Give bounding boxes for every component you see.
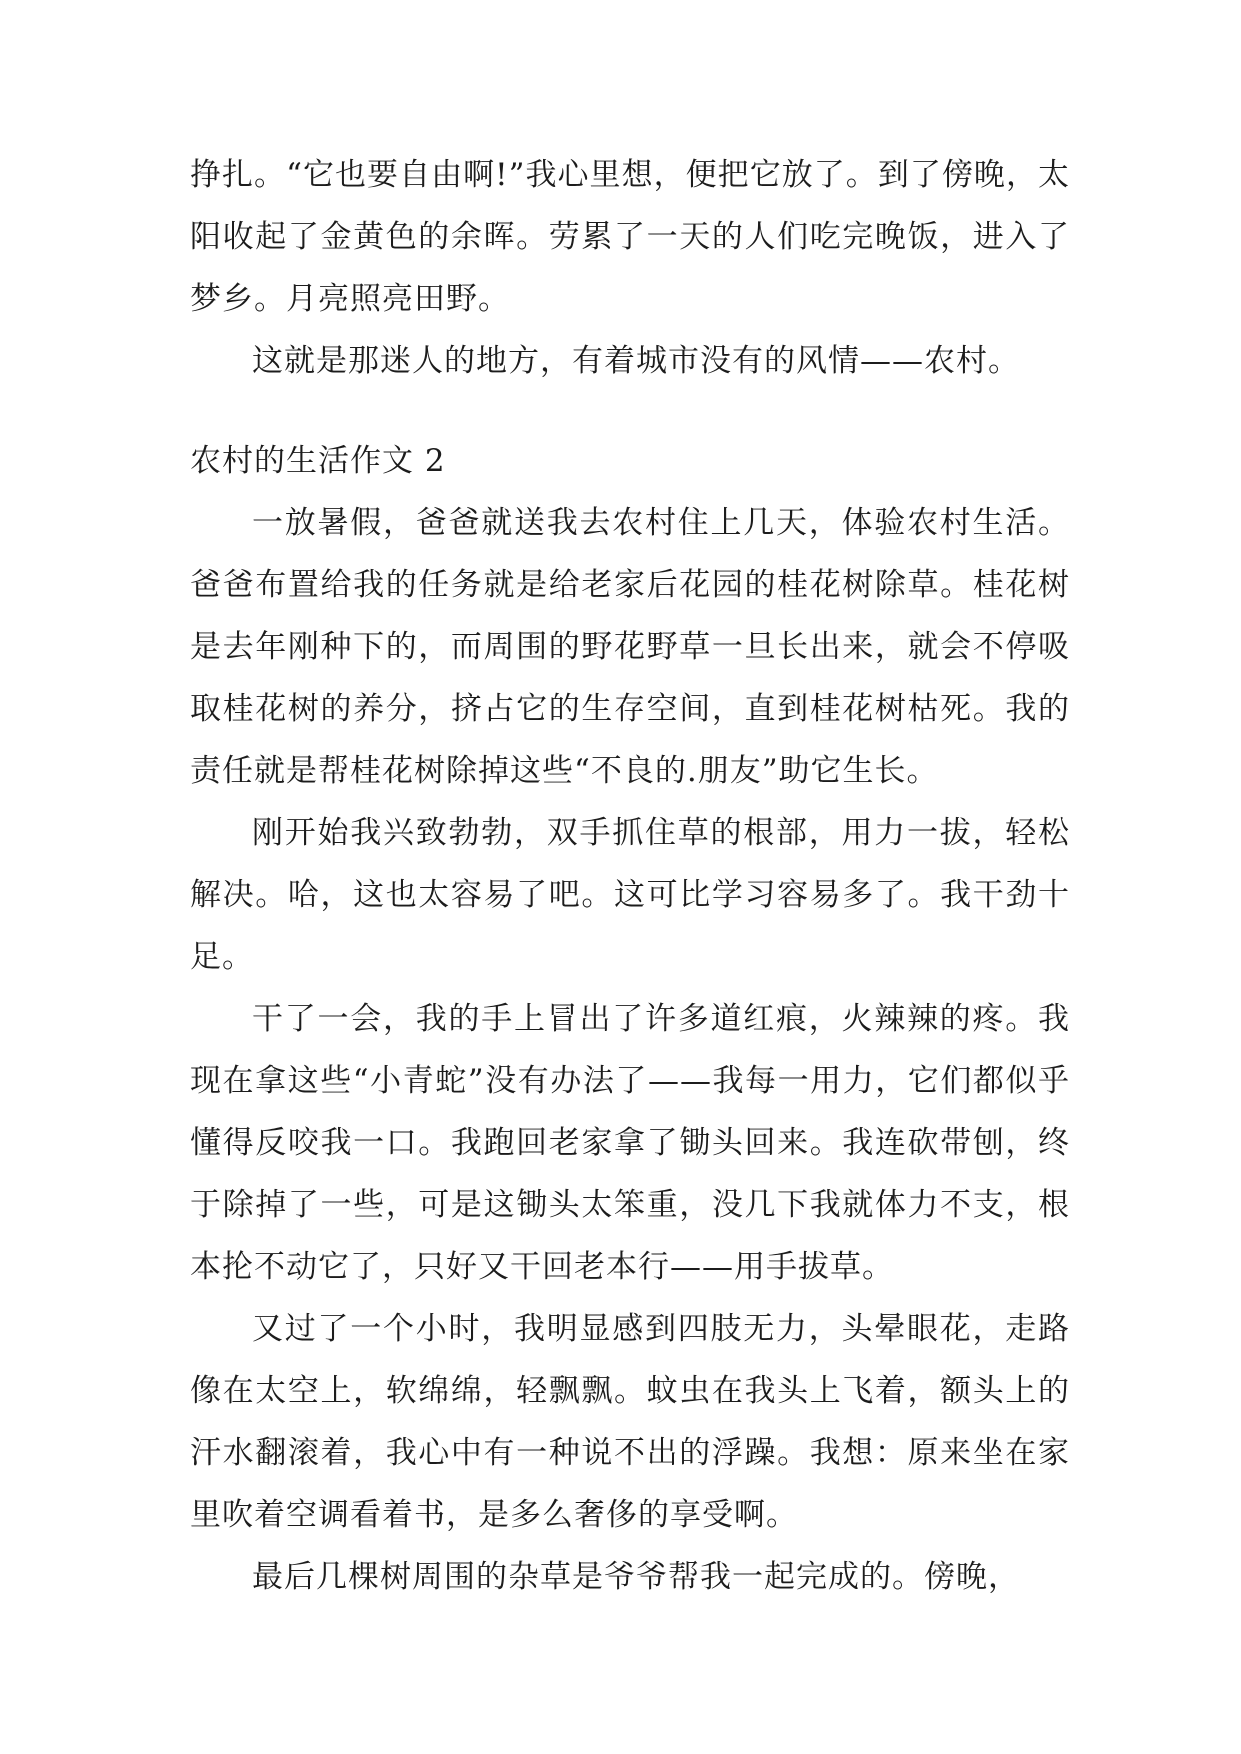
- section-title: 农村的生活作文 2: [190, 443, 446, 479]
- paragraph-conclusion: 这就是那迷人的地方，有着城市没有的风情——农村。: [252, 343, 1020, 379]
- paragraph-5: 最后几棵树周围的杂草是爷爷帮我一起完成的。傍晚，: [252, 1559, 1020, 1595]
- paragraph-3: 干了一会，我的手上冒出了许多道红痕，火辣辣的疼。我现在拿这些“小青蛇”没有办法了——我每一用力，它们都似乎懂得反咬我一口。我跑回老家拿了锄头回来。我连砍带刨，终于除掉了一些，可是这锄头太笨重，没几下我就体力不支，根本抡不动它了，只好又干回老本行——用手拔草。: [190, 1001, 1070, 1285]
- paragraph-2: 刚开始我兴致勃勃，双手抓住草的根部，用力一拔，轻松解决。哈，这也太容易了吧。这可比学习容易多了。我干劲十足。: [190, 815, 1070, 975]
- paragraph-continuation: 挣扎。“它也要自由啊!”我心里想，便把它放了。到了傍晚，太阳收起了金黄色的余晖。劳累了一天的人们吃完晚饭，进入了梦乡。月亮照亮田野。: [190, 157, 1070, 317]
- document-page: [190, 144, 1070, 1608]
- paragraph-1: 一放暑假，爸爸就送我去农村住上几天，体验农村生活。爸爸布置给我的任务就是给老家后花园的桂花树除草。桂花树是去年刚种下的，而周围的野花野草一旦长出来，就会不停吸取桂花树的养分，挤占它的生存空间，直到桂花树枯死。我的责任就是帮桂花树除掉这些“不良的.朋友”助它生长。: [190, 505, 1070, 789]
- paragraph-4: 又过了一个小时，我明显感到四肢无力，头晕眼花，走路像在太空上，软绵绵，轻飘飘。蚊虫在我头上飞着，额头上的汗水翻滚着，我心中有一种说不出的浮躁。我想：原来坐在家里吹着空调看着书，是多么奢侈的享受啊。: [190, 1311, 1070, 1533]
